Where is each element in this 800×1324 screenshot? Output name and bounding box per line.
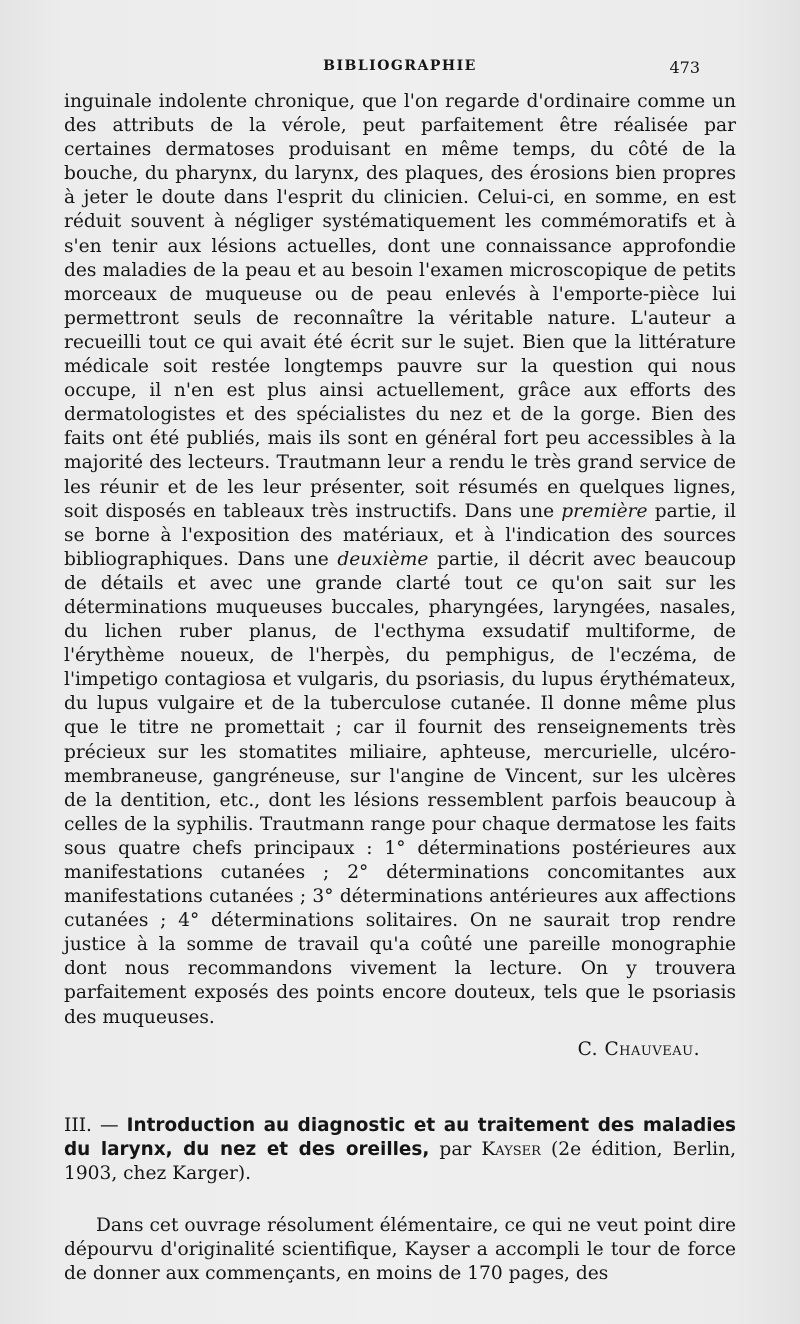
review-kayser <box>64 1114 736 1286</box>
entry-details: (2e édition, Berlin, 1903, chez Karger). <box>64 1138 736 1184</box>
review-text-part-1: inguinale indolente chronique, que l'on regarde d'ordinaire comme un des attributs de la vérole, peut parfaitement être réalisée par certaines dermatoses produisant en même temps, du côté de la bouche, du pharynx, du larynx, des plaques, des érosions bien propres à jeter le doute dans l'esprit du clinicien. Celui-ci, en somme, en est réduit souvent à négliger systématiquement les commémoratifs et à s'en tenir aux lésions actuelles, dont une connaissance approfondie des maladies de la peau et au besoin l'examen microscopique de petits morceaux de muqueuse ou de peau enlevés à l'emporte-pièce lui permettront seuls de reconnaître la véritable nature. L'auteur a recueilli tout ce qui avait été écrit sur le sujet. Bien que la littérature médicale soit restée longtemps pauvre sur la question qui nous occupe, il n'en est plus ainsi actuellement, grâce aux efforts des dermatologistes et des spécialistes du nez et de la gorge. Bien des faits ont été publiés, mais ils sont en général fort peu accessibles à la majorité des lecteurs. Trautmann leur a rendu le très grand service de les réunir et de les leur présenter, soit résumés en quelques lignes, soit disposés en tableaux très instructifs. Dans une <box>64 91 736 522</box>
entry-title: Introduction au diagnostic et au traitement des maladies du larynx, du nez et des oreilles, <box>64 1114 736 1160</box>
emphasis-premiere: première <box>561 500 648 522</box>
review-text-part-2: partie, il se borne à l'exposition des matériaux, et à l'indication des sources bibliographiques. Dans une <box>64 500 736 570</box>
page-number: 473 <box>669 58 700 77</box>
reviewer-signature <box>64 1038 736 1062</box>
running-head <box>0 58 800 82</box>
signature-initial: C. <box>577 1038 605 1060</box>
signature-name: Chauveau. <box>604 1038 700 1060</box>
page-body <box>64 90 736 1286</box>
entry-author: Kayser <box>481 1138 541 1160</box>
review-text-part-3: partie, il décrit avec beaucoup de détails et avec une grande clarté tout ce qu'on sait sur les déterminations muqueuses buccales, pharyngées, laryngées, nasales, du lichen ruber planus, de l'ecthyma exsudatif multiforme, de l'érythème noueux, de l'herpès, du pemphigus, de l'eczéma, de l'impetigo contagiosa et vulgaris, du psoriasis, du lupus érythémateux, du lupus vulgaire et de la tuberculose cutanée. Il donne même plus que le titre ne promettait ; car il fournit des renseignements très précieux sur les stomatites miliaire, aphteuse, mercurielle, ulcéro-membraneuse, gangréneuse, sur l'angine de Vincent, sur les ulcères de la dentition, etc., dont les lésions ressemblent parfois beaucoup à celles de la syphilis. Trautmann range pour chaque dermatose les faits sous quatre chefs principaux : 1° déterminations postérieures aux manifestations cutanées ; 2° déterminations concomitantes aux manifestations cutanées ; 3° déterminations antérieures aux affections cutanées ; 4° déterminations solitaires. On ne saurait trop rendre justice à la somme de travail qu'a coûté une pareille monographie dont nous recommandons vivement la lecture. On y trouvera parfaitement exposés des points encore douteux, tels que le psoriasis des muqueuses. <box>64 548 736 1028</box>
review-paragraph <box>64 90 736 1030</box>
entry-heading <box>64 1114 736 1186</box>
review-paragraph: Dans cet ouvrage résolument élémentaire, ce qui ne veut point dire dépourvu d'originalité scientifique, Kayser a accompli le tour de force de donner aux commençants, en moins de 170 pages, des <box>64 1214 736 1284</box>
running-title: BIBLIOGRAPHIE <box>323 58 477 74</box>
entry-number: III. — <box>64 1114 127 1136</box>
emphasis-deuxieme: deuxième <box>337 548 429 570</box>
entry-by: par <box>429 1138 482 1160</box>
review-trautmann <box>64 90 736 1062</box>
